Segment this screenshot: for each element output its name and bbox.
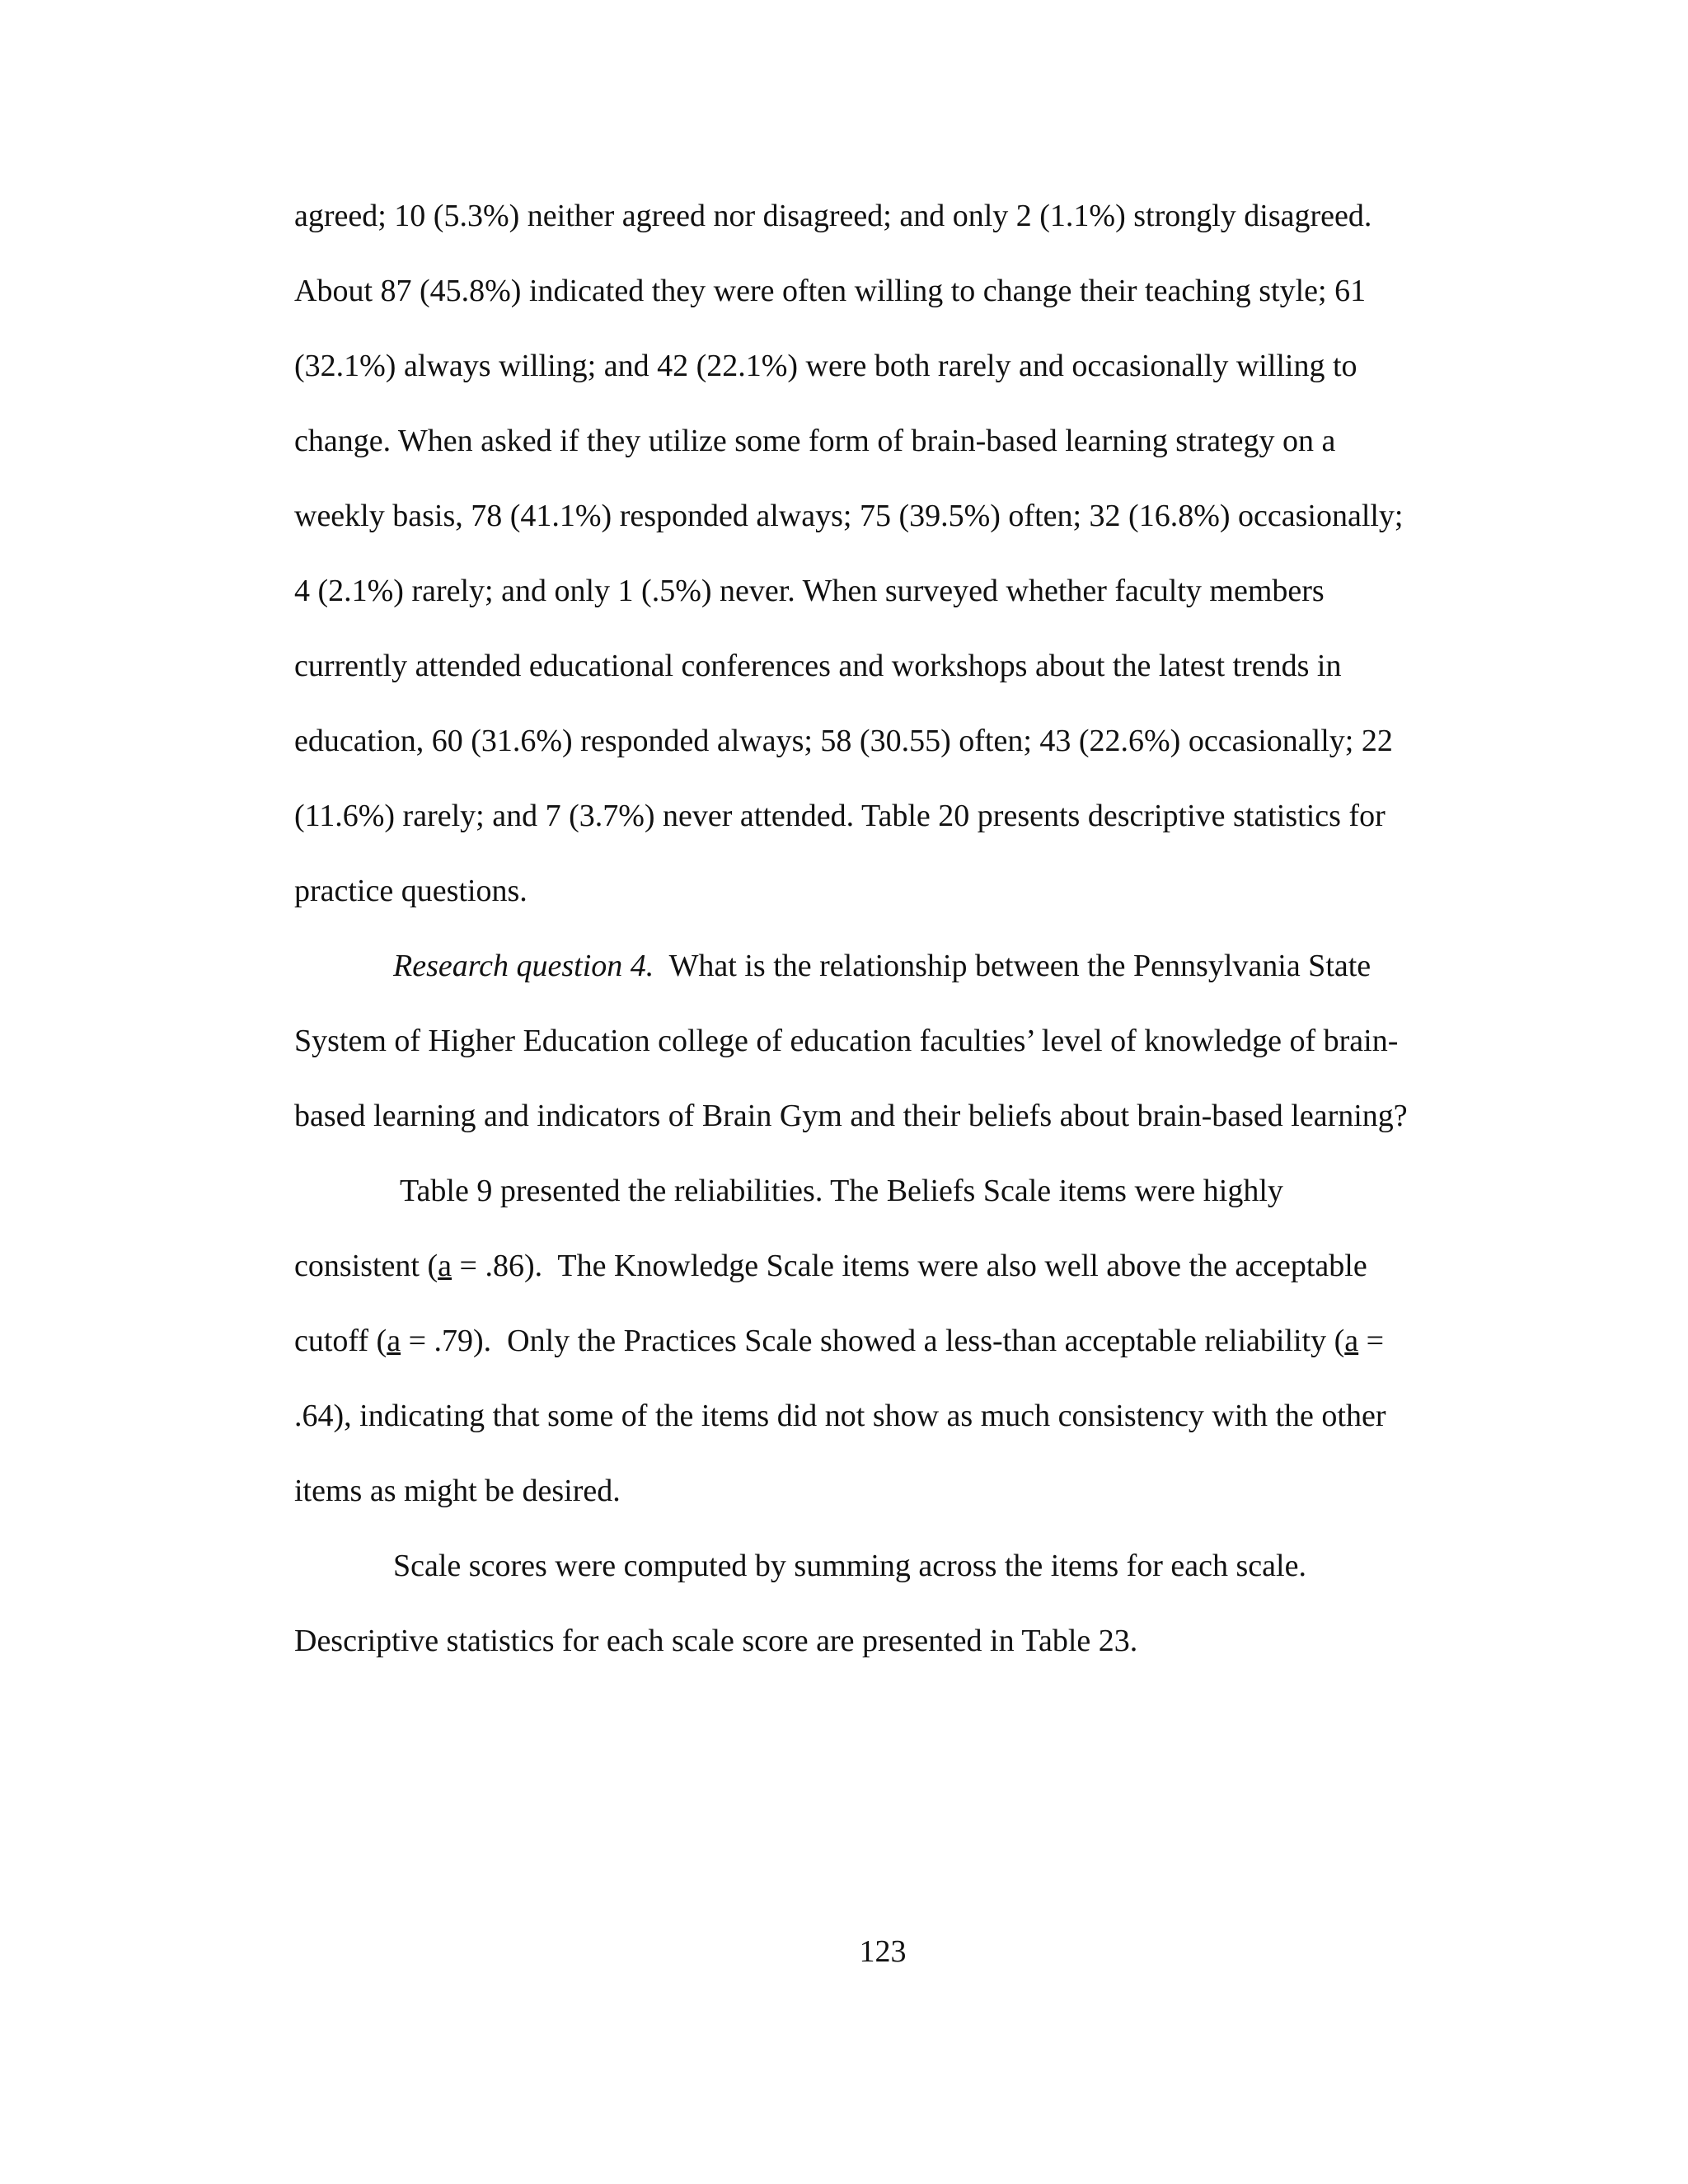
text-line: based learning and indicators of Brain Gym and their beliefs about brain-based learning? (294, 1099, 1408, 1133)
paragraph-start: Scale scores were computed by summing across the items for each scale. (393, 1549, 1306, 1583)
text-line: (32.1%) always willing; and 42 (22.1%) were both rarely and occasionally willing to (294, 349, 1357, 383)
alpha-symbol: a (438, 1249, 452, 1283)
research-question-line: Research question 4. What is the relationship between the Pennsylvania State (393, 949, 1372, 983)
alpha-symbol: a (1344, 1324, 1359, 1358)
text-line: weekly basis, 78 (41.1%) responded always; 75 (39.5%) often; 32 (16.8%) occasionally; (294, 499, 1404, 533)
text-line: .64), indicating that some of the items did not show as much consistency with the other (294, 1399, 1386, 1433)
text-line: (11.6%) rarely; and 7 (3.7%) never attended. Table 20 presents descriptive statistics for (294, 799, 1386, 833)
text-line: agreed; 10 (5.3%) neither agreed nor disagreed; and only 2 (1.1%) strongly disagreed. (294, 199, 1372, 233)
text-line: practice questions. (294, 874, 528, 908)
text-line: Descriptive statistics for each scale score are presented in Table 23. (294, 1624, 1138, 1658)
alpha-symbol: a (387, 1324, 401, 1358)
page-number: 123 (859, 1934, 907, 1969)
text-line: change. When asked if they utilize some form of brain-based learning strategy on a (294, 424, 1336, 458)
text-line: education, 60 (31.6%) responded always; 58 (30.55) often; 43 (22.6%) occasionally; 22 (294, 724, 1393, 758)
text-line: About 87 (45.8%) indicated they were often willing to change their teaching style; 61 (294, 274, 1367, 308)
paragraph-start: Table 9 presented the reliabilities. The Beliefs Scale items were highly (400, 1174, 1283, 1208)
text-line: consistent (a = .86). The Knowledge Scale items were also well above the acceptable (294, 1249, 1367, 1283)
text-line: 4 (2.1%) rarely; and only 1 (.5%) never. When surveyed whether faculty members (294, 574, 1325, 608)
research-question-label: Research question 4. (393, 949, 654, 983)
text-line: cutoff (a = .79). Only the Practices Scale showed a less-than acceptable reliability (a = (294, 1324, 1385, 1358)
text-line: items as might be desired. (294, 1474, 621, 1508)
text-line: System of Higher Education college of education faculties’ level of knowledge of brain- (294, 1024, 1399, 1058)
text-line: currently attended educational conferences and workshops about the latest trends in (294, 649, 1342, 683)
